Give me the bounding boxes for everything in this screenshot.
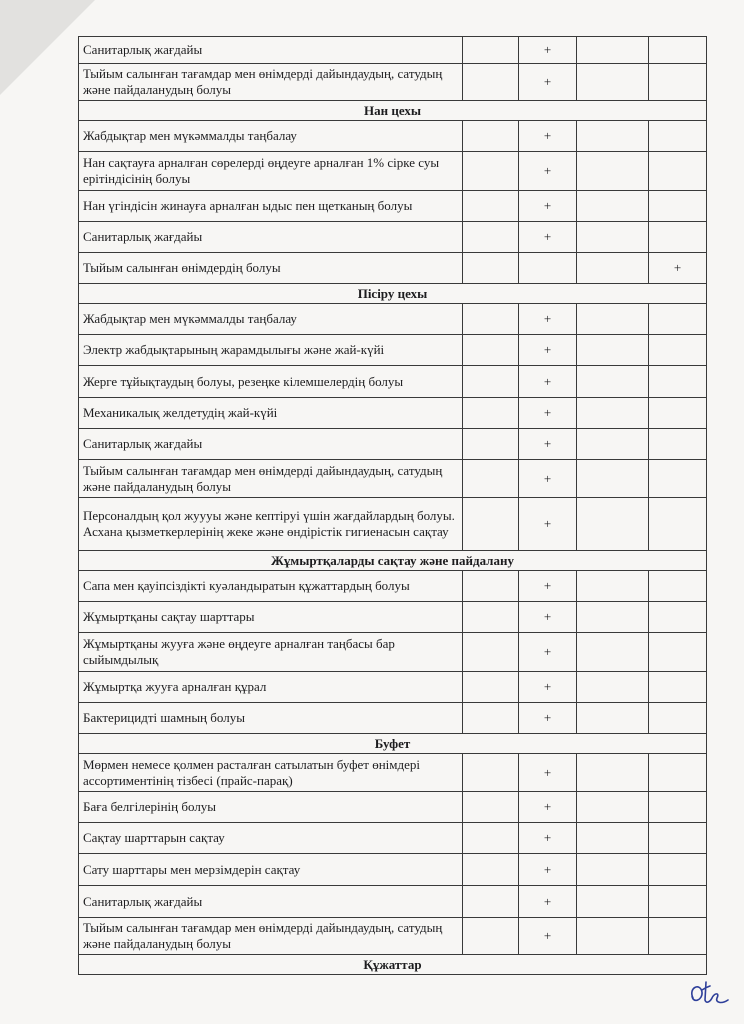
mark-cell-col-2: + [519, 633, 577, 672]
requirement-label: Тыйым салынған өнімдердің болуы [79, 253, 463, 284]
mark-cell-col-4 [649, 754, 707, 792]
mark-cell-col-2: + [519, 571, 577, 602]
requirement-label: Санитарлық жағдайы [79, 886, 463, 918]
requirement-label: Тыйым салынған тағамдар мен өнімдерді дайындаудың, сатудың және пайдаланудың болуы [79, 918, 463, 955]
section-header-row [79, 734, 707, 754]
checklist-row [79, 429, 707, 460]
mark-cell-col-2: + [519, 191, 577, 222]
mark-cell-col-1 [463, 429, 519, 460]
checklist-row [79, 886, 707, 918]
mark-cell-col-1 [463, 335, 519, 366]
checklist-row [79, 304, 707, 335]
mark-cell-col-2: + [519, 366, 577, 398]
requirement-label: Баға белгілерінің болуы [79, 792, 463, 823]
requirement-label: Санитарлық жағдайы [79, 37, 463, 64]
requirement-label: Санитарлық жағдайы [79, 429, 463, 460]
mark-cell-col-1 [463, 703, 519, 734]
mark-cell-col-3 [577, 918, 649, 955]
requirement-label: Санитарлық жағдайы [79, 222, 463, 253]
mark-cell-col-1 [463, 460, 519, 498]
checklist-row [79, 253, 707, 284]
checklist-row [79, 571, 707, 602]
mark-cell-col-3 [577, 429, 649, 460]
mark-cell-col-3 [577, 366, 649, 398]
mark-cell-col-2: + [519, 152, 577, 191]
mark-cell-col-2: + [519, 37, 577, 64]
mark-cell-col-4 [649, 633, 707, 672]
mark-cell-col-4 [649, 121, 707, 152]
requirement-label: Сақтау шарттарын сақтау [79, 823, 463, 854]
mark-cell-col-3 [577, 854, 649, 886]
mark-cell-col-1 [463, 121, 519, 152]
mark-cell-col-2: + [519, 335, 577, 366]
mark-cell-col-2: + [519, 398, 577, 429]
mark-cell-col-3 [577, 253, 649, 284]
mark-cell-col-1 [463, 792, 519, 823]
mark-cell-col-2: + [519, 429, 577, 460]
mark-cell-col-2: + [519, 304, 577, 335]
mark-cell-col-4 [649, 304, 707, 335]
requirement-label: Нан үгіндісін жинауға арналған ыдыс пен щетканың болуы [79, 191, 463, 222]
requirement-label: Жұмыртқа жууға арналған құрал [79, 672, 463, 703]
mark-cell-col-2: + [519, 64, 577, 101]
section-title: Нан цехы [79, 101, 707, 121]
mark-cell-col-2: + [519, 703, 577, 734]
mark-cell-col-1 [463, 398, 519, 429]
mark-cell-col-4 [649, 335, 707, 366]
mark-cell-col-2: + [519, 754, 577, 792]
mark-cell-col-1 [463, 222, 519, 253]
inspection-checklist-table [78, 36, 707, 975]
mark-cell-col-4 [649, 366, 707, 398]
checklist-row [79, 64, 707, 101]
mark-cell-col-2: + [519, 672, 577, 703]
requirement-label: Жабдықтар мен мүкәммалды таңбалау [79, 121, 463, 152]
mark-cell-col-4 [649, 823, 707, 854]
handwritten-signature [684, 978, 732, 1014]
requirement-label: Сапа мен қауіпсіздікті куәландыратын құжаттардың болуы [79, 571, 463, 602]
checklist-row [79, 335, 707, 366]
mark-cell-col-4 [649, 918, 707, 955]
requirement-label: Нан сақтауға арналған сөрелерді өңдеуге арналған 1% сірке суы ерітіндісінің болуы [79, 152, 463, 191]
mark-cell-col-1 [463, 854, 519, 886]
mark-cell-col-1 [463, 633, 519, 672]
checklist-row [79, 191, 707, 222]
mark-cell-col-1 [463, 672, 519, 703]
mark-cell-col-2: + [519, 498, 577, 551]
mark-cell-col-2: + [519, 222, 577, 253]
mark-cell-col-3 [577, 335, 649, 366]
requirement-label: Жабдықтар мен мүкәммалды таңбалау [79, 304, 463, 335]
mark-cell-col-3 [577, 121, 649, 152]
mark-cell-col-3 [577, 823, 649, 854]
checklist-row [79, 854, 707, 886]
checklist-row [79, 460, 707, 498]
mark-cell-col-4 [649, 672, 707, 703]
requirement-label: Персоналдың қол жуууы және кептіруі үшін жағдайлардың болуы. Асхана қызметкерлерінің жеке және өндірістік гигиенасын сақтау [79, 498, 463, 551]
mark-cell-col-4 [649, 222, 707, 253]
mark-cell-col-2: + [519, 854, 577, 886]
mark-cell-col-1 [463, 191, 519, 222]
checklist-row [79, 754, 707, 792]
mark-cell-col-1 [463, 152, 519, 191]
mark-cell-col-2 [519, 253, 577, 284]
mark-cell-col-4 [649, 37, 707, 64]
mark-cell-col-3 [577, 792, 649, 823]
mark-cell-col-4 [649, 792, 707, 823]
mark-cell-col-2: + [519, 823, 577, 854]
mark-cell-col-4: + [649, 253, 707, 284]
mark-cell-col-3 [577, 152, 649, 191]
mark-cell-col-1 [463, 366, 519, 398]
checklist-row [79, 918, 707, 955]
requirement-label: Механикалық желдетудің жай-күйі [79, 398, 463, 429]
mark-cell-col-2: + [519, 918, 577, 955]
requirement-label: Жұмыртқаны жууға және өңдеуге арналған таңбасы бар сыйымдылық [79, 633, 463, 672]
mark-cell-col-4 [649, 602, 707, 633]
requirement-label: Бактерицидті шамның болуы [79, 703, 463, 734]
section-header-row [79, 551, 707, 571]
requirement-label: Мөрмен немесе қолмен расталған сатылатын буфет өнімдері ассортиментінің тізбесі (прайс-парақ) [79, 754, 463, 792]
section-title: Құжаттар [79, 955, 707, 975]
mark-cell-col-1 [463, 602, 519, 633]
mark-cell-col-3 [577, 633, 649, 672]
section-header-row [79, 284, 707, 304]
checklist-row [79, 366, 707, 398]
mark-cell-col-3 [577, 460, 649, 498]
requirement-label: Сату шарттары мен мерзімдерін сақтау [79, 854, 463, 886]
checklist-row [79, 121, 707, 152]
mark-cell-col-4 [649, 152, 707, 191]
section-title: Пісіру цехы [79, 284, 707, 304]
mark-cell-col-1 [463, 754, 519, 792]
mark-cell-col-3 [577, 191, 649, 222]
checklist-row [79, 823, 707, 854]
mark-cell-col-4 [649, 64, 707, 101]
mark-cell-col-2: + [519, 460, 577, 498]
mark-cell-col-1 [463, 37, 519, 64]
mark-cell-col-3 [577, 754, 649, 792]
checklist-row [79, 792, 707, 823]
mark-cell-col-2: + [519, 602, 577, 633]
mark-cell-col-4 [649, 854, 707, 886]
mark-cell-col-1 [463, 571, 519, 602]
mark-cell-col-1 [463, 64, 519, 101]
mark-cell-col-3 [577, 703, 649, 734]
mark-cell-col-4 [649, 571, 707, 602]
mark-cell-col-3 [577, 602, 649, 633]
checklist-row [79, 672, 707, 703]
mark-cell-col-2: + [519, 886, 577, 918]
checklist-row [79, 222, 707, 253]
checklist-row [79, 152, 707, 191]
mark-cell-col-4 [649, 498, 707, 551]
mark-cell-col-3 [577, 304, 649, 335]
mark-cell-col-2: + [519, 792, 577, 823]
requirement-label: Электр жабдықтарының жарамдылығы және жай-күйі [79, 335, 463, 366]
checklist-row [79, 498, 707, 551]
requirement-label: Тыйым салынған тағамдар мен өнімдерді дайындаудың, сатудың және пайдаланудың болуы [79, 64, 463, 101]
mark-cell-col-4 [649, 703, 707, 734]
mark-cell-col-3 [577, 37, 649, 64]
checklist-row [79, 602, 707, 633]
mark-cell-col-1 [463, 498, 519, 551]
mark-cell-col-1 [463, 253, 519, 284]
mark-cell-col-3 [577, 886, 649, 918]
mark-cell-col-1 [463, 918, 519, 955]
requirement-label: Жұмыртқаны сақтау шарттары [79, 602, 463, 633]
checklist-row [79, 703, 707, 734]
requirement-label: Жерге тұйықтаудың болуы, резеңке кілемшелердің болуы [79, 366, 463, 398]
mark-cell-col-3 [577, 672, 649, 703]
mark-cell-col-3 [577, 398, 649, 429]
section-title: Буфет [79, 734, 707, 754]
section-title: Жұмыртқаларды сақтау және пайдалану [79, 551, 707, 571]
checklist-row [79, 633, 707, 672]
mark-cell-col-4 [649, 886, 707, 918]
checklist-row [79, 37, 707, 64]
requirement-label: Тыйым салынған тағамдар мен өнімдерді дайындаудың, сатудың және пайдаланудың болуы [79, 460, 463, 498]
mark-cell-col-4 [649, 460, 707, 498]
mark-cell-col-3 [577, 571, 649, 602]
mark-cell-col-1 [463, 304, 519, 335]
mark-cell-col-1 [463, 823, 519, 854]
mark-cell-col-3 [577, 64, 649, 101]
section-header-row [79, 955, 707, 975]
mark-cell-col-1 [463, 886, 519, 918]
mark-cell-col-2: + [519, 121, 577, 152]
mark-cell-col-4 [649, 429, 707, 460]
mark-cell-col-4 [649, 398, 707, 429]
mark-cell-col-3 [577, 498, 649, 551]
checklist-row [79, 398, 707, 429]
mark-cell-col-4 [649, 191, 707, 222]
section-header-row [79, 101, 707, 121]
mark-cell-col-3 [577, 222, 649, 253]
